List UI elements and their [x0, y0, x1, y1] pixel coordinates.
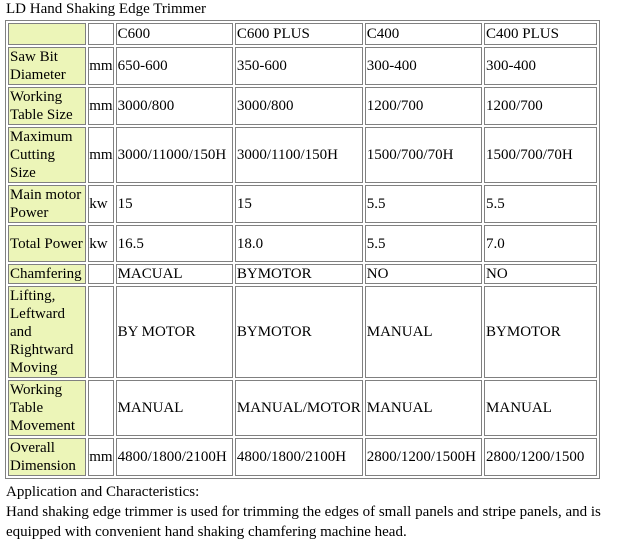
table-cell: BYMOTOR — [484, 286, 597, 378]
table-cell: MANUAL — [365, 286, 482, 378]
table-cell: 5.5 — [365, 185, 482, 223]
column-header: C400 — [365, 23, 482, 45]
description-block — [6, 482, 606, 542]
row-label: Working Table Movement — [8, 380, 86, 436]
row-unit: kw — [88, 185, 113, 223]
table-row — [8, 286, 597, 378]
table-cell: BYMOTOR — [235, 264, 363, 284]
table-cell: 3000/800 — [116, 87, 233, 125]
table-cell: 350-600 — [235, 47, 363, 85]
table-cell: 5.5 — [365, 225, 482, 262]
table-cell: 3000/800 — [235, 87, 363, 125]
column-header: C600 — [116, 23, 233, 45]
table-cell: 15 — [116, 185, 233, 223]
table-cell: 18.0 — [235, 225, 363, 262]
table-cell: 2800/1200/1500H — [365, 438, 482, 476]
table-row — [8, 438, 597, 476]
table-cell: MANUAL — [116, 380, 233, 436]
table-cell: 1500/700/70H — [365, 127, 482, 183]
row-label: Overall Dimension — [8, 438, 86, 476]
row-unit: mm — [88, 47, 113, 85]
table-cell: 650-600 — [116, 47, 233, 85]
row-unit — [88, 380, 113, 436]
table-cell: 1200/700 — [484, 87, 597, 125]
table-cell: 300-400 — [484, 47, 597, 85]
row-unit: kw — [88, 225, 113, 262]
page-title: LD Hand Shaking Edge Trimmer — [6, 1, 206, 17]
table-cell: BY MOTOR — [116, 286, 233, 378]
table-cell: NO — [365, 264, 482, 284]
table-row — [8, 47, 597, 85]
table-row — [8, 264, 597, 284]
table-cell: 16.5 — [116, 225, 233, 262]
table-row — [8, 225, 597, 262]
row-label: Total Power — [8, 225, 86, 262]
table-cell: 4800/1800/2100H — [235, 438, 363, 476]
table-cell: MACUAL — [116, 264, 233, 284]
table-cell: MANUAL — [484, 380, 597, 436]
table-cell: 300-400 — [365, 47, 482, 85]
table-cell: NO — [484, 264, 597, 284]
table-row — [8, 127, 597, 183]
row-unit — [88, 264, 113, 284]
table-cell: 5.5 — [484, 185, 597, 223]
column-header: C600 PLUS — [235, 23, 363, 45]
table-row — [8, 380, 597, 436]
spec-table — [5, 20, 600, 479]
table-cell: 3000/1100/150H — [235, 127, 363, 183]
row-label: Maximum Cutting Size — [8, 127, 86, 183]
row-unit: mm — [88, 127, 113, 183]
row-label: Working Table Size — [8, 87, 86, 125]
row-label: Chamfering — [8, 264, 86, 284]
header-label-cell — [8, 23, 86, 45]
header-unit-cell — [88, 23, 113, 45]
table-cell: 1200/700 — [365, 87, 482, 125]
row-unit — [88, 286, 113, 378]
row-label: Saw Bit Diameter — [8, 47, 86, 85]
table-cell: MANUAL/MOTOR — [235, 380, 363, 436]
table-row — [8, 87, 597, 125]
table-row — [8, 185, 597, 223]
row-label: Main motor Power — [8, 185, 86, 223]
row-unit: mm — [88, 438, 113, 476]
table-cell: MANUAL — [365, 380, 482, 436]
row-unit: mm — [88, 87, 113, 125]
table-cell: 3000/11000/150H — [116, 127, 233, 183]
column-header: C400 PLUS — [484, 23, 597, 45]
table-header-row — [8, 23, 597, 45]
table-cell: BYMOTOR — [235, 286, 363, 378]
description-text: Hand shaking edge trimmer is used for trimming the edges of small panels and stripe panels, and is equipped with convenient hand shaking chamfering machine head. — [6, 504, 601, 540]
table-cell: 15 — [235, 185, 363, 223]
table-cell: 4800/1800/2100H — [116, 438, 233, 476]
table-cell: 7.0 — [484, 225, 597, 262]
row-label: Lifting, Leftward and Rightward Moving — [8, 286, 86, 378]
table-cell: 2800/1200/1500 — [484, 438, 597, 476]
description-heading: Application and Characteristics: — [6, 484, 200, 500]
table-cell: 1500/700/70H — [484, 127, 597, 183]
